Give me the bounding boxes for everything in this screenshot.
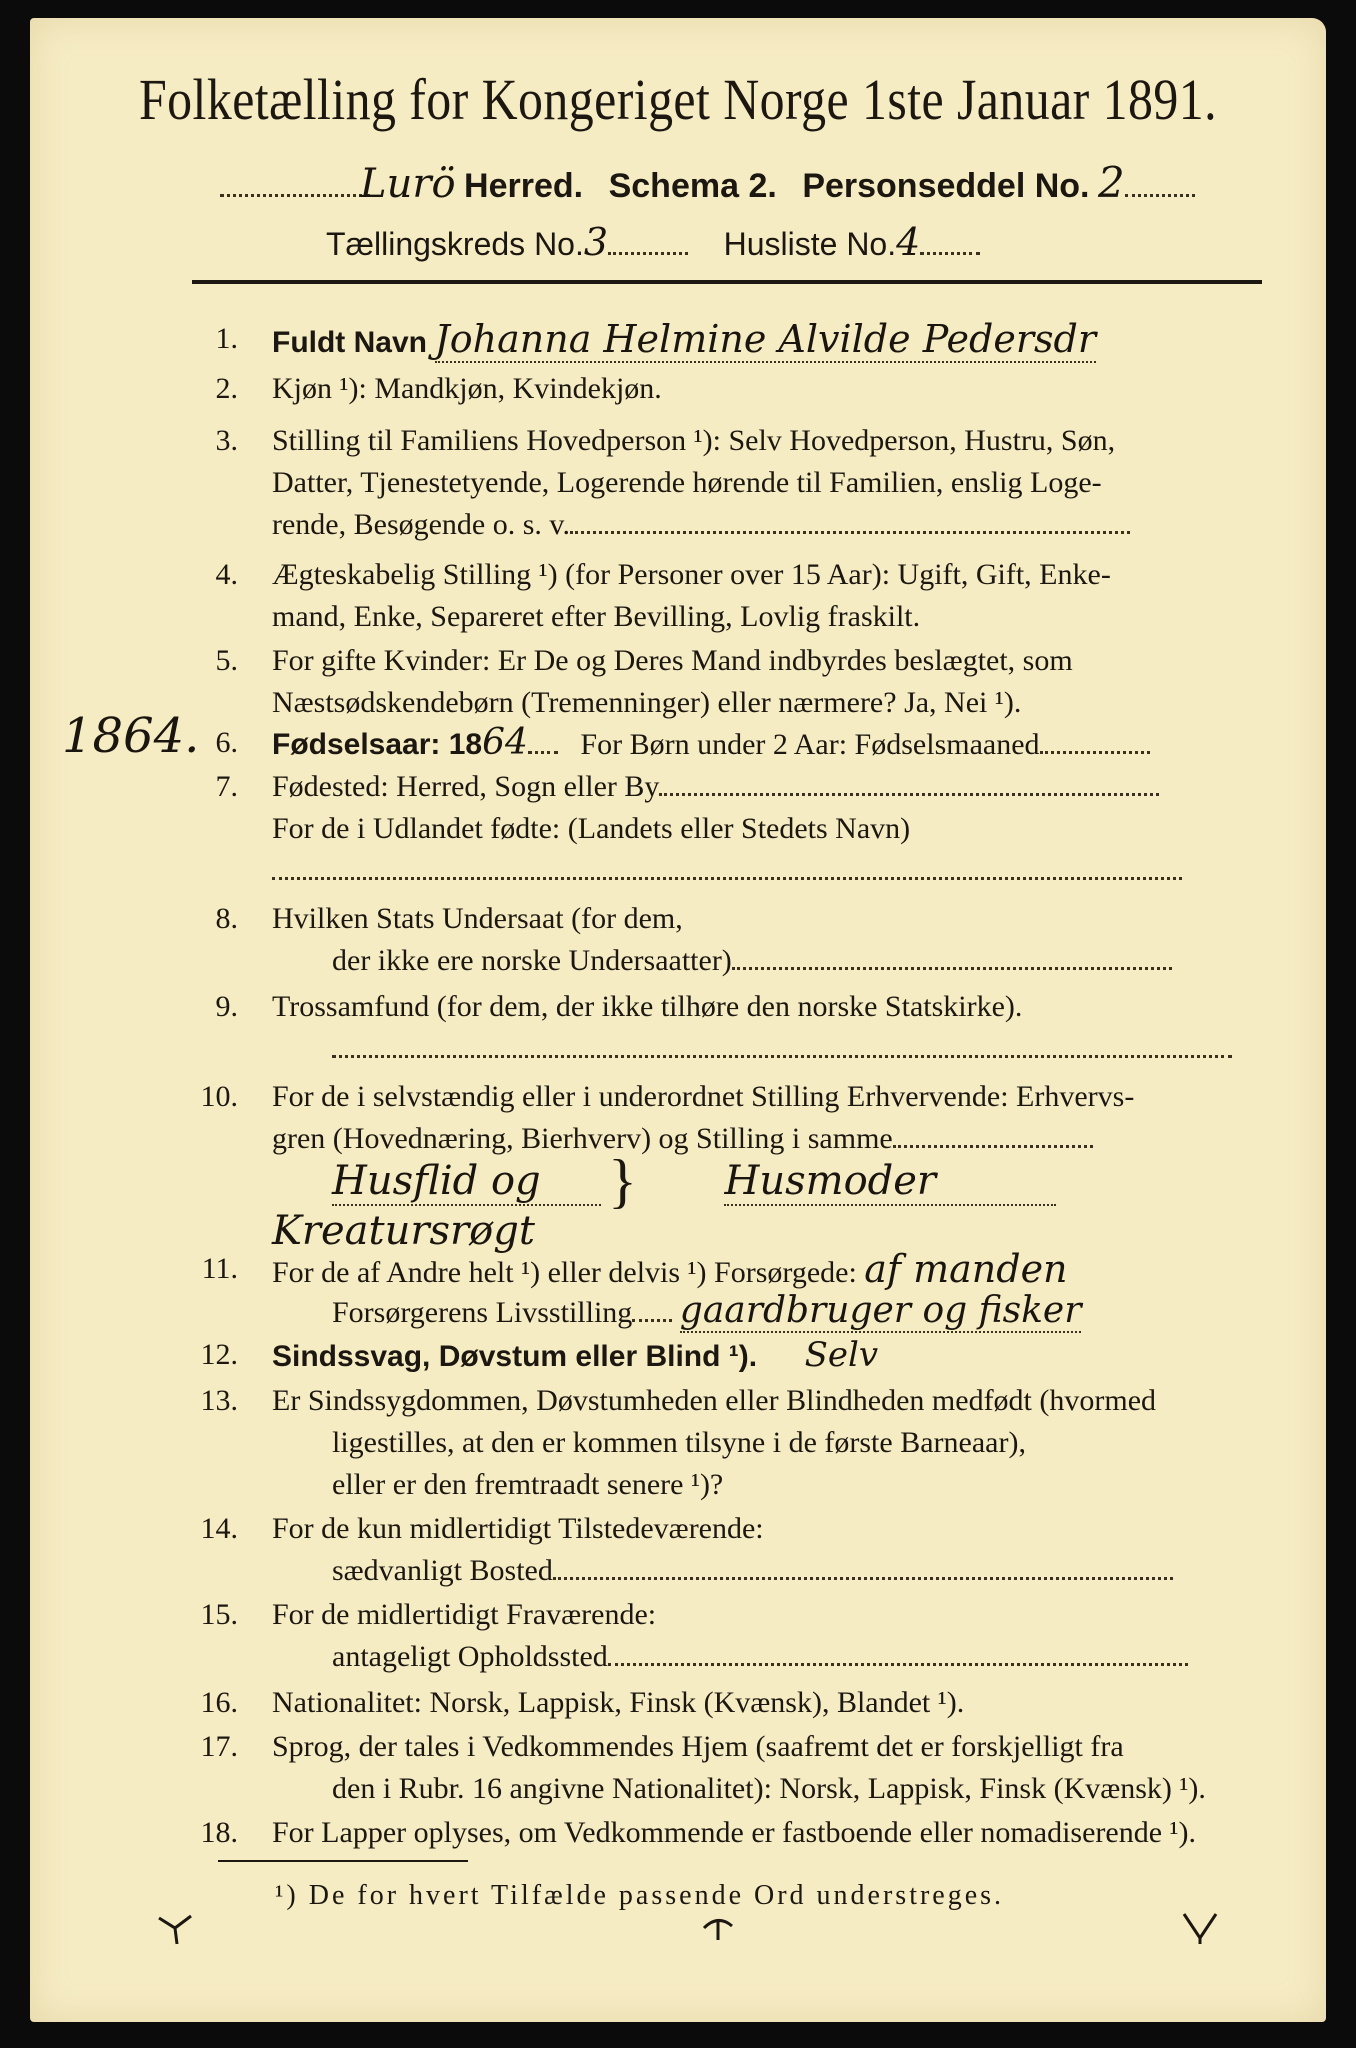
herred-label: Herred. bbox=[464, 167, 584, 205]
form-title: Folketælling for Kongeriget Norge 1ste Januar 1891. bbox=[138, 67, 1218, 132]
item-number: 9. bbox=[215, 990, 238, 1023]
item-text: rende, Besøgende o. s. v. bbox=[272, 508, 570, 541]
item-text: For de i Udlandet fødte: (Landets eller Stedets Navn) bbox=[272, 812, 911, 845]
decorative-mark-icon bbox=[1180, 1908, 1220, 1948]
personseddel-value: 2 bbox=[1098, 158, 1125, 207]
item-text: Fødested: Herred, Sogn eller By bbox=[272, 770, 660, 803]
occupation-answer-1: Husflid og bbox=[332, 1158, 601, 1206]
item-text: der ikke ere norske Undersaatter) bbox=[332, 944, 732, 977]
item-text: Stilling til Familiens Hovedperson ¹): Selv Hovedperson, Hustru, Søn, bbox=[272, 424, 1116, 457]
item-text: For de i selvstændig eller i underordnet Stilling Erhvervende: Erhvervs- bbox=[272, 1080, 1135, 1113]
item-number: 14. bbox=[200, 1512, 238, 1545]
husliste-label: Husliste No. bbox=[723, 226, 897, 262]
item-number: 2. bbox=[215, 372, 238, 405]
item-number: 8. bbox=[215, 902, 238, 935]
item-number: 1. bbox=[215, 322, 238, 355]
item-number: 6. bbox=[215, 726, 238, 759]
herred-line bbox=[220, 158, 1326, 207]
kreds-value: 3 bbox=[583, 220, 609, 264]
item-text: For de midlertidigt Fraværende: bbox=[272, 1598, 657, 1631]
item-text: For de kun midlertidigt Tilstedeværende: bbox=[272, 1512, 764, 1545]
schema-label: Schema 2. bbox=[608, 167, 777, 205]
occupation-answer-2: Kreatursrøgt bbox=[272, 1208, 535, 1254]
kreds-line bbox=[326, 220, 1326, 264]
item-number: 12. bbox=[200, 1338, 238, 1371]
item-text: For Børn under 2 Aar: Fødselsmaaned bbox=[580, 728, 1040, 761]
margin-note: 1864. bbox=[62, 708, 200, 764]
provider-occupation-answer: gaardbruger og fisker bbox=[679, 1290, 1082, 1331]
item-text: For de af Andre helt ¹) eller delvis ¹) Forsørgede: bbox=[272, 1256, 857, 1289]
footnote-rule bbox=[218, 1860, 468, 1862]
item-text: Kjøn ¹): Mandkjøn, Kvindekjøn. bbox=[272, 372, 662, 405]
item-text: mand, Enke, Separeret efter Bevilling, Lovlig fraskilt. bbox=[272, 600, 921, 633]
item-label: Fødselsaar: 18 bbox=[272, 728, 483, 761]
birth-year-answer: 64 bbox=[482, 722, 528, 763]
item-text: sædvanligt Bosted bbox=[332, 1554, 553, 1587]
provider-answer: af manden bbox=[864, 1247, 1068, 1291]
decorative-mark-icon bbox=[155, 1910, 195, 1950]
item-text: Ægteskabelig Stilling ¹) (for Personer over 15 Aar): Ugift, Gift, Enke- bbox=[272, 558, 1111, 591]
decorative-mark-icon bbox=[698, 1908, 738, 1948]
item-label: Fuldt Navn bbox=[272, 326, 427, 359]
item-text: Forsørgerens Livsstilling bbox=[332, 1296, 633, 1329]
item-text: Er Sindssygdommen, Døvstumheden eller Blindheden medfødt (hvormed bbox=[272, 1384, 1157, 1417]
item-text: eller er den fremtraadt senere ¹)? bbox=[332, 1468, 724, 1501]
item-text: gren (Hovednæring, Bierhverv) og Stilling i samme bbox=[272, 1122, 893, 1155]
item-text: For gifte Kvinder: Er De og Deres Mand indbyrdes beslægtet, som bbox=[272, 644, 1073, 677]
item-text: Næstsødskendebørn (Tremenninger) eller nærmere? Ja, Nei ¹). bbox=[272, 686, 1022, 719]
item-text: Datter, Tjenestetyende, Logerende hørende til Familien, enslig Loge- bbox=[272, 466, 1102, 499]
husliste-value: 4 bbox=[896, 220, 921, 264]
full-name-answer: Johanna Helmine Alvilde Pedersdr bbox=[434, 317, 1097, 361]
disability-answer: Selv bbox=[804, 1335, 879, 1375]
item-text: Hvilken Stats Undersaat (for dem, bbox=[272, 902, 683, 935]
census-form: Folketælling for Kongeriget Norge 1ste Januar 1891. Lurö Herred. Schema 2. Personseddel No. 2 Tællingskreds No.3 Husliste No.4 1864. 1. Fuldt Navn Johanna Helmine Alvilde Pedersdr 2. Kjøn ¹): Mandkjøn, Kvindekjøn. 3. Stilling til Familiens Hovedperson ¹): Selv Hovedperson, Hustru, Søn, Datter, Tjenestetyende, Logerende hørende til Familien, enslig Loge- rende, Besøgende o. s. v. 4. Ægteskabelig Stilling ¹) (for Personer over 15 Aar): Ugift, Gift, Enke- mand, Enke, Separeret efter Bevilling, Lovlig fraskilt. 5. For gifte Kvinder: Er De og Deres Mand indbyrdes beslægtet, som Næstsødskendebørn (Tremenninger) eller nærmere? Ja, Nei ¹). 6. Fødselsaar: 1864 For Børn under 2 Aar: Fødselsmaaned 7. Fødested: Herred, Sogn eller By For de i Udlandet fødte: (Landets eller Stedets Navn) 8. Hvilken Stats Undersaat (for dem, der ikke ere norske Undersaatter) 9. Trossamfund (for dem, der ikke tilhøre den norske Statskirke). 10. For de i selvstændig eller i underordnet Stilling Erhvervende: Erhvervs- gren (Hovednæring, Bierhverv) og Stilling i samme Husflid og } Husmoder Kreatursrøgt 11. For de af Andre helt ¹) eller delvis ¹) Forsørgede: af manden Forsørgerens Livsstilling gaardbruger og fisker 12. Sindssvag, Døvstum eller Blind ¹). Selv 13. Er Sindssygdommen, Døvstumheden eller Blindheden medfødt (hvormed ligestilles, at den er kommen tilsyne i de første Barneaar), eller er den fremtraadt senere ¹)? 14. For de kun midlertidigt Tilstedeværende: sædvanligt Bosted 15. For de midlertidigt Fraværende: antageligt Opholdssted 16. Nationalitet: Norsk, Lappisk, Finsk (Kvænsk), Blandet ¹). 17. Sprog, der tales i Vedkommendes Hjem (saafremt det er forskjelligt fra den i Rubr. 16 angivne Nationalitet): Norsk, Lappisk, Finsk (Kvænsk) ¹). 18. For Lapper oplyses, om Vedkommende er fastboende eller nomadiserende ¹). ¹) De for hvert Tilfælde passende Ord understreges. bbox=[30, 18, 1326, 2022]
herred-value: Lurö bbox=[360, 161, 456, 207]
item-number: 3. bbox=[215, 424, 238, 457]
kreds-label: Tællingskreds No. bbox=[326, 226, 584, 262]
item-text: ligestilles, at den er kommen tilsyne i de første Barneaar), bbox=[332, 1426, 1026, 1459]
item-number: 18. bbox=[200, 1816, 238, 1849]
item-text: antageligt Opholdssted bbox=[332, 1640, 608, 1673]
item-text: For Lapper oplyses, om Vedkommende er fastboende eller nomadiserende ¹). bbox=[272, 1816, 1196, 1849]
occupation-answer-3: Husmoder bbox=[724, 1158, 1056, 1206]
item-text: Trossamfund (for dem, der ikke tilhøre den norske Statskirke). bbox=[272, 990, 1023, 1023]
header-rule bbox=[192, 280, 1262, 284]
footnote: ¹) De for hvert Tilfælde passende Ord understreges. bbox=[275, 1880, 1005, 1911]
item-number: 10. bbox=[200, 1080, 238, 1113]
item-number: 5. bbox=[215, 644, 238, 677]
item-label: Sindssvag, Døvstum eller Blind ¹). bbox=[272, 1340, 758, 1373]
item-number: 13. bbox=[200, 1384, 238, 1417]
item-number: 11. bbox=[201, 1252, 238, 1285]
item-number: 17. bbox=[200, 1730, 238, 1763]
item-number: 16. bbox=[200, 1686, 238, 1719]
item-text: Sprog, der tales i Vedkommendes Hjem (saafremt det er forskjelligt fra bbox=[272, 1730, 1124, 1763]
item-number: 4. bbox=[215, 558, 238, 591]
item-number: 15. bbox=[200, 1598, 238, 1631]
personseddel-label: Personseddel No. bbox=[802, 167, 1090, 205]
item-text: den i Rubr. 16 angivne Nationalitet): Norsk, Lappisk, Finsk (Kvænsk) ¹). bbox=[332, 1772, 1206, 1805]
item-text: Nationalitet: Norsk, Lappisk, Finsk (Kvænsk), Blandet ¹). bbox=[272, 1686, 965, 1719]
item-number: 7. bbox=[215, 770, 238, 803]
